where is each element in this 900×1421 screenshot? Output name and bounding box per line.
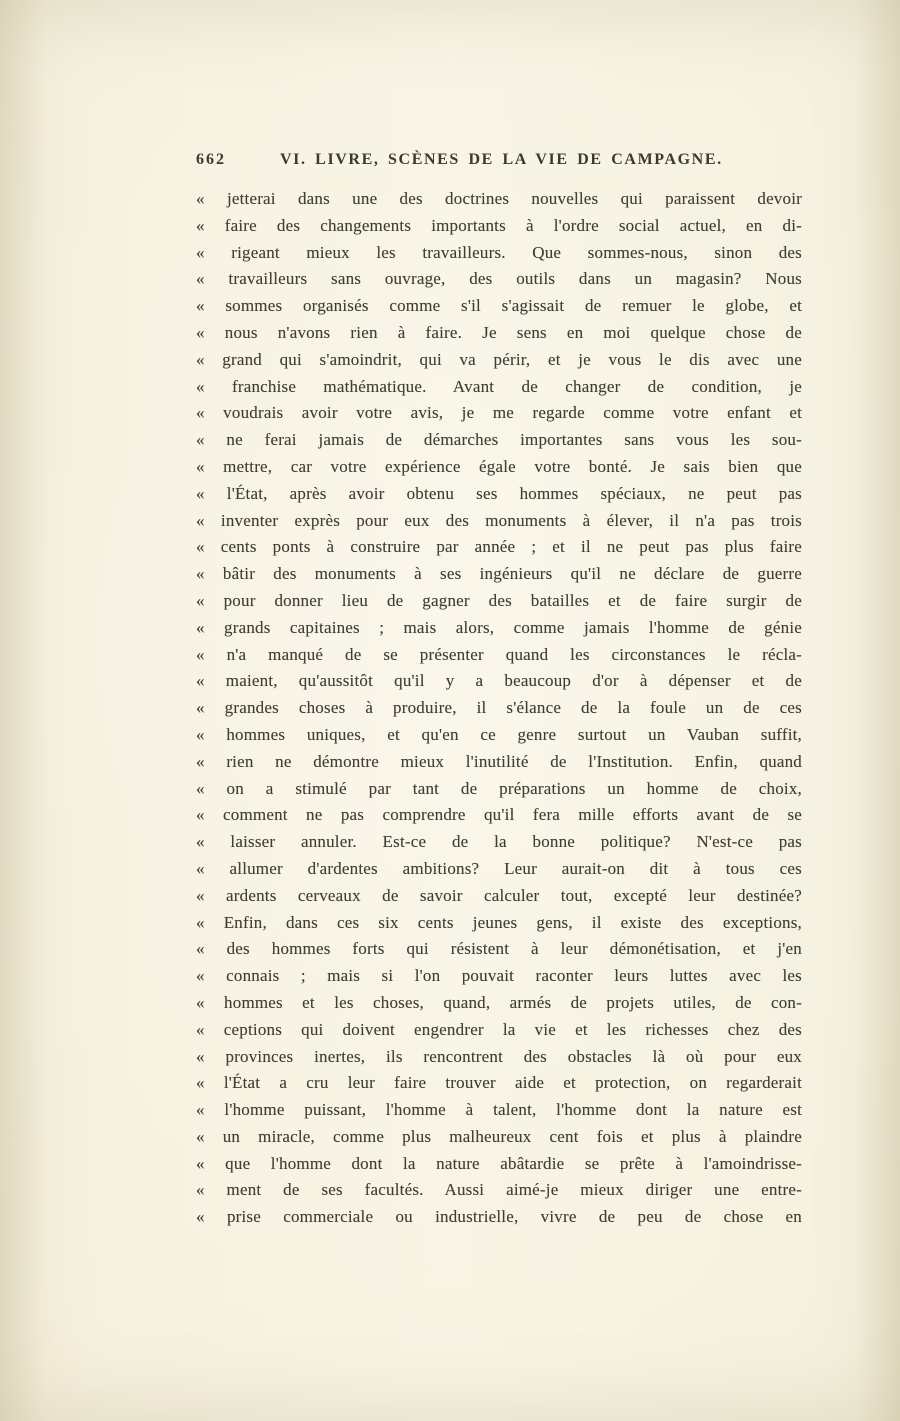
text-line: « faire des changements importants à l'ordre social actuel, en di- [196, 215, 802, 235]
page-header [196, 151, 802, 169]
text-line: « grands capitaines ; mais alors, comme jamais l'homme de génie [196, 617, 802, 637]
text-line: « provinces inertes, ils rencontrent des obstacles là où pour eux [196, 1046, 802, 1066]
text-line: « cents ponts à construire par année ; et il ne peut pas plus faire [196, 537, 802, 557]
running-title: VI. LIVRE, SCÈNES DE LA VIE DE CAMPAGNE. [280, 151, 723, 168]
text-line: « n'a manqué de se présenter quand les circonstances le récla- [196, 644, 802, 664]
text-line: « laisser annuler. Est-ce de la bonne politique? N'est-ce pas [196, 832, 802, 852]
text-line: « maient, qu'aussitôt qu'il y a beaucoup d'or à dépenser et de [196, 671, 802, 691]
text-line: « sommes organisés comme s'il s'agissait de remuer le globe, et [196, 296, 802, 316]
text-line: « jetterai dans une des doctrines nouvelles qui paraissent devoir [196, 189, 802, 208]
text-line: « ment de ses facultés. Aussi aimé-je mieux diriger une entre- [196, 1180, 802, 1200]
text-line: « l'homme puissant, l'homme à talent, l'homme dont la nature est [196, 1100, 802, 1120]
text-line: « franchise mathématique. Avant de changer de condition, je [196, 376, 802, 396]
text-line: « voudrais avoir votre avis, je me regarde comme votre enfant et [196, 403, 802, 423]
text-line: « hommes uniques, et qu'en ce genre surtout un Vauban suffit, [196, 724, 802, 744]
text-line: « que l'homme dont la nature abâtardie se prête à l'amoindrisse- [196, 1153, 802, 1173]
text-line: « rien ne démontre mieux l'inutilité de l'Institution. Enfin, quand [196, 751, 802, 771]
text-line: « bâtir des monuments à ses ingénieurs qu'il ne déclare de guerre [196, 564, 802, 584]
text-line: « travailleurs sans ouvrage, des outils dans un magasin? Nous [196, 269, 802, 289]
text-line: « hommes et les choses, quand, armés de projets utiles, de con- [196, 992, 802, 1012]
text-line: « allumer d'ardentes ambitions? Leur aurait-on dit à tous ces [196, 858, 802, 878]
text-line: « inventer exprès pour eux des monuments à élever, il n'a pas trois [196, 510, 802, 530]
text-line: « prise commerciale ou industrielle, vivre de peu de chose en [196, 1207, 802, 1227]
text-line: « connais ; mais si l'on pouvait raconter leurs luttes avec les [196, 966, 802, 986]
page-number: 662 [196, 151, 226, 168]
text-line: « comment ne pas comprendre qu'il fera mille efforts avant de se [196, 805, 802, 825]
text-line: « des hommes forts qui résistent à leur démonétisation, et j'en [196, 939, 802, 959]
text-block [196, 186, 802, 1231]
text-line: « l'État, après avoir obtenu ses hommes spéciaux, ne peut pas [196, 483, 802, 503]
text-line: « ardents cerveaux de savoir calculer tout, excepté leur destinée? [196, 885, 802, 905]
text-line: « grand qui s'amoindrit, qui va périr, et je vous le dis avec une [196, 349, 802, 369]
text-line: « ne ferai jamais de démarches importantes sans vous les sou- [196, 430, 802, 450]
text-line: « nous n'avons rien à faire. Je sens en moi quelque chose de [196, 322, 802, 342]
text-line: « ceptions qui doivent engendrer la vie et les richesses chez des [196, 1019, 802, 1039]
text-line: « mettre, car votre expérience égale votre bonté. Je sais bien que [196, 456, 802, 476]
text-line: « on a stimulé par tant de préparations un homme de choix, [196, 778, 802, 798]
text-line: « un miracle, comme plus malheureux cent fois et plus à plaindre [196, 1126, 802, 1146]
text-line: « grandes choses à produire, il s'élance de la foule un de ces [196, 698, 802, 718]
text-line: « pour donner lieu de gagner des batailles et de faire surgir de [196, 590, 802, 610]
text-line: « rigeant mieux les travailleurs. Que sommes-nous, sinon des [196, 242, 802, 262]
text-line: « Enfin, dans ces six cents jeunes gens, il existe des exceptions, [196, 912, 802, 932]
text-line: « l'État a cru leur faire trouver aide et protection, on regarderait [196, 1073, 802, 1093]
